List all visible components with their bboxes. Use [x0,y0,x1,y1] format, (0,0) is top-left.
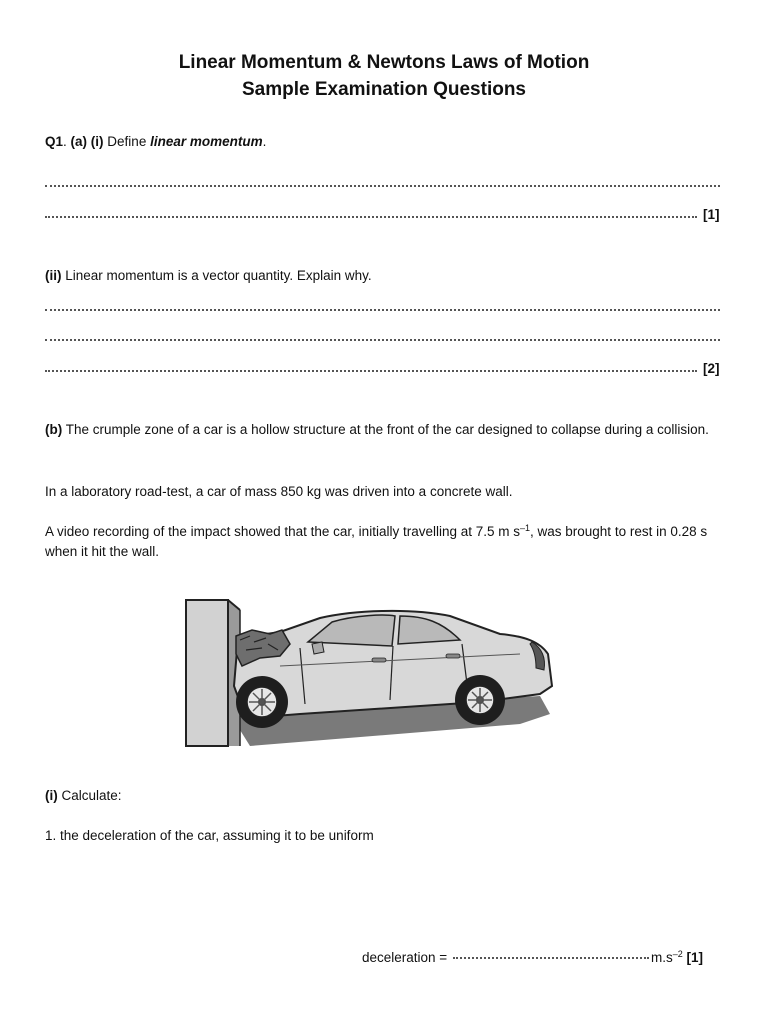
mark-allocation: [1] [703,207,720,222]
subpart-label: (i) [90,134,104,149]
calc-item-1: 1. the deceleration of the car, assuming it to be uniform [45,828,374,843]
subpart-label: (i) [45,788,58,803]
part-label: (b) [45,422,63,437]
question-q1-b-i: (i) Calculate: [45,788,122,803]
car-crash-into-wall-illustration [180,596,560,756]
page-title: Linear Momentum & Newtons Laws of Motion [178,52,590,73]
answer-line[interactable] [45,307,720,311]
answer-line[interactable] [45,214,697,218]
mark-allocation: [2] [703,361,720,376]
subpart-label: (ii) [45,268,62,283]
video-text: A video recording of the impact showed that the car, initially travelling at 7.5 m $s^{-1}$, was brought to rest in 0.28 s when it hit the wall. [45,523,708,559]
answer-line[interactable] [45,337,720,341]
mark-allocation: [1] [686,950,703,965]
page-subtitle: Sample Examination Questions [241,79,527,100]
answer-field[interactable] [453,957,649,959]
answer-line[interactable] [45,368,697,372]
question-q1-a-i: Q1. (a) (i) Define linear momentum. [45,134,267,149]
question-number: Q1 [45,134,64,149]
answer-label: deceleration = [362,950,448,965]
deceleration-answer: deceleration = $m.s^{-2}$ [1] [362,949,703,965]
answer-line[interactable] [45,183,720,187]
part-label: (a) [70,134,88,149]
question-q1-a-ii: (ii) Linear momentum is a vector quantity. Explain why. [45,268,372,283]
answer-unit: m.s [650,950,673,965]
road-test-text: In a laboratory road-test, a car of mass 850 kg was driven into a concrete wall. [45,484,513,499]
defined-term: linear momentum [150,134,263,149]
question-q1-b-intro: (b) The crumple zone of a car is a hollow structure at the front of the car designed to collapse during a collision. [45,422,709,437]
